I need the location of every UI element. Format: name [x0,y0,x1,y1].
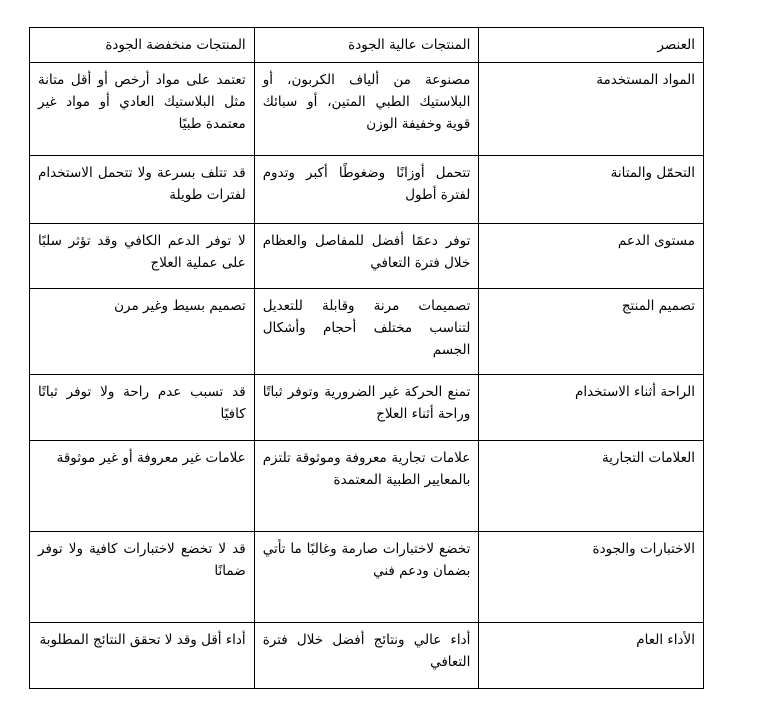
row-high: تتحمل أوزانًا وضغوطًا أكبر وتدوم لفترة أطول [254,156,479,224]
row-high: تخضع لاختبارات صارمة وغالبًا ما تأتي بضمان ودعم فني [254,532,479,623]
table-row [30,63,704,156]
comparison-table [29,27,704,689]
row-low: أداء أقل وقد لا تحقق النتائج المطلوبة [30,623,255,689]
table-row [30,224,704,289]
table-row [30,623,704,689]
row-element: الأداء العام [479,623,704,689]
row-low: قد تتلف بسرعة ولا تتحمل الاستخدام لفترات طويلة [30,156,255,224]
header-high-quality: المنتجات عالية الجودة [254,28,479,63]
row-element: تصميم المنتج [479,289,704,375]
row-element: مستوى الدعم [479,224,704,289]
row-element: المواد المستخدمة [479,63,704,156]
row-high: تصميمات مرنة وقابلة للتعديل لتناسب مختلف أحجام وأشكال الجسم [254,289,479,375]
row-high: مصنوعة من ألياف الكربون، أو البلاستيك الطبي المتين، أو سبائك قوية وخفيفة الوزن [254,63,479,156]
row-low: قد لا تخضع لاختبارات كافية ولا توفر ضمانًا [30,532,255,623]
row-low: تعتمد على مواد أرخص أو أقل متانة مثل البلاستيك العادي أو مواد غير معتمدة طبيًا [30,63,255,156]
table-row [30,156,704,224]
row-element: التحمّل والمتانة [479,156,704,224]
row-high: تمنع الحركة غير الضرورية وتوفر ثباتًا وراحة أثناء العلاج [254,375,479,441]
row-high: توفر دعمًا أفضل للمفاصل والعظام خلال فترة التعافي [254,224,479,289]
row-low: لا توفر الدعم الكافي وقد تؤثر سلبًا على عملية العلاج [30,224,255,289]
header-element: العنصر [479,28,704,63]
row-low: تصميم بسيط وغير مرن [30,289,255,375]
row-high: أداء عالي ونتائج أفضل خلال فترة التعافي [254,623,479,689]
header-row [30,28,704,63]
row-high: علامات تجارية معروفة وموثوقة تلتزم بالمعايير الطبية المعتمدة [254,441,479,532]
row-element: الراحة أثناء الاستخدام [479,375,704,441]
table-row [30,532,704,623]
header-low-quality: المنتجات منخفضة الجودة [30,28,255,63]
table-row [30,289,704,375]
row-low: قد تسبب عدم راحة ولا توفر ثباتًا كافيًا [30,375,255,441]
row-low: علامات غير معروفة أو غير موثوقة [30,441,255,532]
row-element: العلامات التجارية [479,441,704,532]
table-row [30,375,704,441]
row-element: الاختبارات والجودة [479,532,704,623]
table-row [30,441,704,532]
